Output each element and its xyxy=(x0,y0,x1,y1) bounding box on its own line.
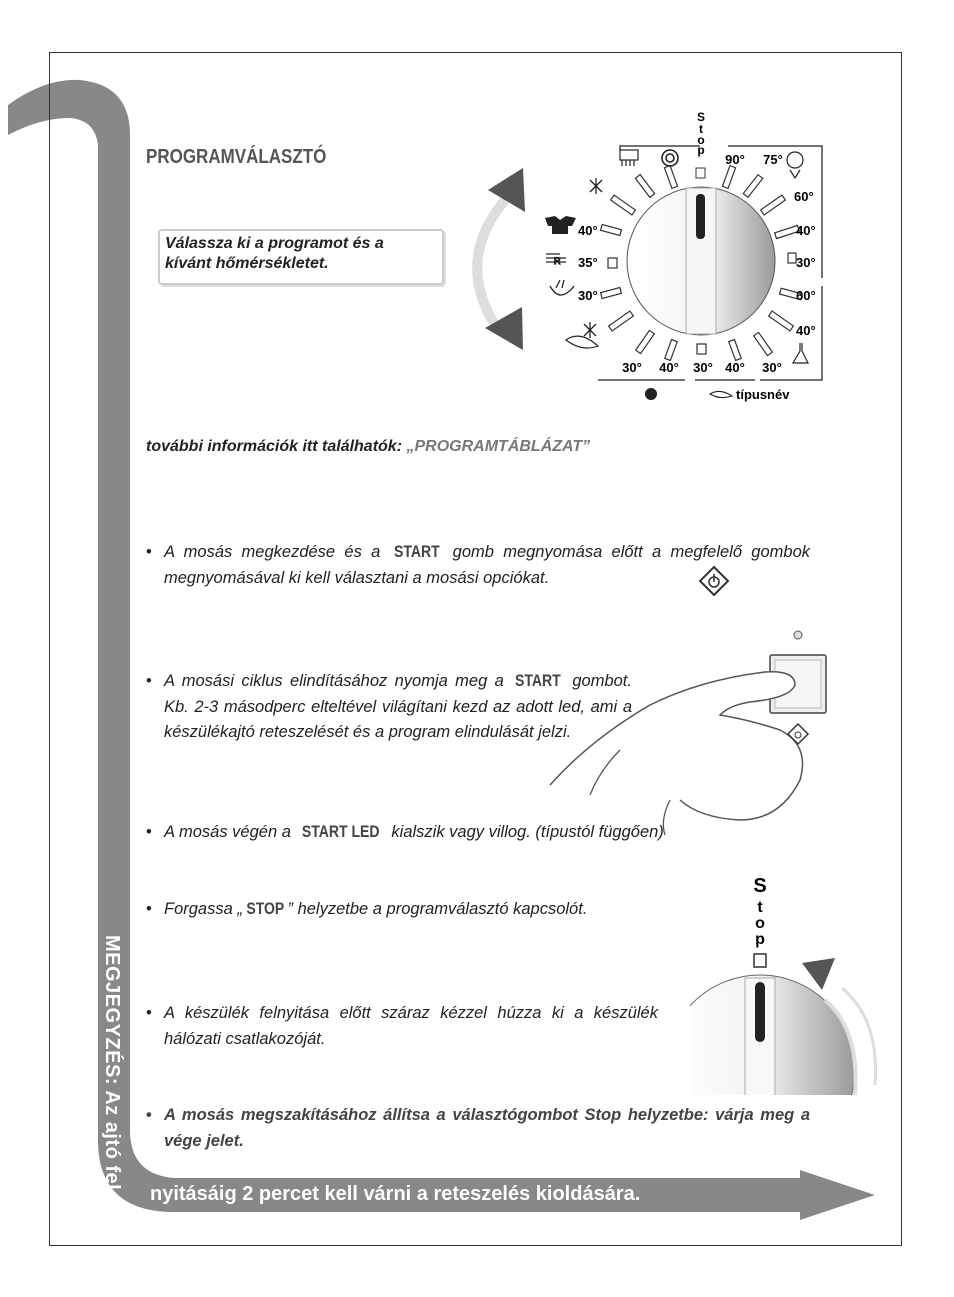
wool-ball-icon xyxy=(645,388,657,400)
stop-s: S xyxy=(753,875,767,897)
dial-pointer xyxy=(696,194,705,239)
dial-temp-r1: 60° xyxy=(794,189,814,204)
dial-temp-r3: 30° xyxy=(796,255,816,270)
note-bar-text: nyitásáig 2 percet kell várni a reteszelés kioldására. xyxy=(150,1183,641,1205)
dial-temp-l2: 35° xyxy=(578,255,598,270)
note-vertical-text: MEGJEGYZÉS: Az ajtó fel xyxy=(101,935,123,1191)
bullet-options: • A mosás megkezdése és a START gomb megnyomása előtt a megfelelő gombok megnyomásával ki kell választani a mosási opciókat. xyxy=(146,543,810,587)
bullet-start: • A mosási ciklus elindításához nyomja meg a START gombot. Kb. 2-3 másodperc elteltével világítani kezd az adott led, ami a készülékajtó reteszelését és a program elindulását jelzi. xyxy=(146,672,632,741)
dial-temp-r2: 40° xyxy=(796,223,816,238)
dial-temp-b2: 40° xyxy=(659,360,679,375)
stop-mark xyxy=(754,954,766,967)
bullet-stop: • Forgassa „ STOP ” helyzetbe a programválasztó kapcsolót. xyxy=(146,900,588,918)
snowflake-icon xyxy=(590,178,602,194)
dial-stop-t: t xyxy=(699,122,703,136)
bullet-interrupt: • A mosás megszakításához állítsa a választógombot Stop helyzetbe: várja meg a vége jelet. xyxy=(146,1106,810,1150)
start-led xyxy=(794,631,802,639)
shower-icon xyxy=(620,150,638,166)
dial-temp-90: 90° xyxy=(725,152,745,167)
bullet-led: • A mosás végén a START LED kialszik vagy villog. (típustól függően) xyxy=(146,823,664,841)
dial-stop-mark xyxy=(696,168,705,178)
dial-temp-r4: 60° xyxy=(796,288,816,303)
page-title: PROGRAMVÁLASZTÓ xyxy=(146,146,327,168)
feather-icon-small xyxy=(710,391,732,397)
callout-box xyxy=(158,229,444,285)
callout-line-1: Válassza ki a programot és a xyxy=(165,235,384,252)
rotate-arrow-icon xyxy=(802,958,835,990)
cotton-icon xyxy=(787,152,803,178)
svg-text:R: R xyxy=(554,256,561,266)
dial-temp-75: 75° xyxy=(763,152,783,167)
more-info-label: további információk itt találhatók: xyxy=(146,438,407,455)
stop-p: p xyxy=(755,931,765,948)
spin-icon xyxy=(662,150,678,166)
stop-pointer xyxy=(755,982,765,1042)
dial-temp-r5: 40° xyxy=(796,323,816,338)
stop-o: o xyxy=(755,915,765,932)
rotation-arrows xyxy=(450,160,570,360)
start-diamond-icon xyxy=(698,565,730,597)
dial-temp-b1: 30° xyxy=(622,360,642,375)
hand-press-illustration xyxy=(550,620,850,850)
stop-knob-illustration xyxy=(690,870,890,1110)
dial-temp-l1: 40° xyxy=(578,223,598,238)
synthetic-icon xyxy=(793,343,808,363)
dial-temp-b5: 30° xyxy=(762,360,782,375)
dial-temp-b4: 40° xyxy=(725,360,745,375)
dial-stop-o: o xyxy=(697,133,705,147)
stop-t: t xyxy=(757,899,763,916)
callout-line-2: kívánt hőmérsékletet. xyxy=(165,255,329,272)
bullet-unplug: • A készülék felnyitása előtt száraz kézzel húzza ki a készülék hálózati csatlakozóját. xyxy=(146,1004,658,1048)
dial-stop-p: p xyxy=(697,143,705,157)
more-info xyxy=(146,438,590,456)
dial-type-label: típusnév xyxy=(736,387,790,402)
dial-stop-s: S xyxy=(696,110,706,124)
program-dial xyxy=(554,108,830,403)
dial-temp-b3: 30° xyxy=(693,360,713,375)
more-info-ref: „PROGRAMTÁBLÁZAT” xyxy=(406,438,591,455)
dial-temp-l3: 30° xyxy=(578,288,598,303)
